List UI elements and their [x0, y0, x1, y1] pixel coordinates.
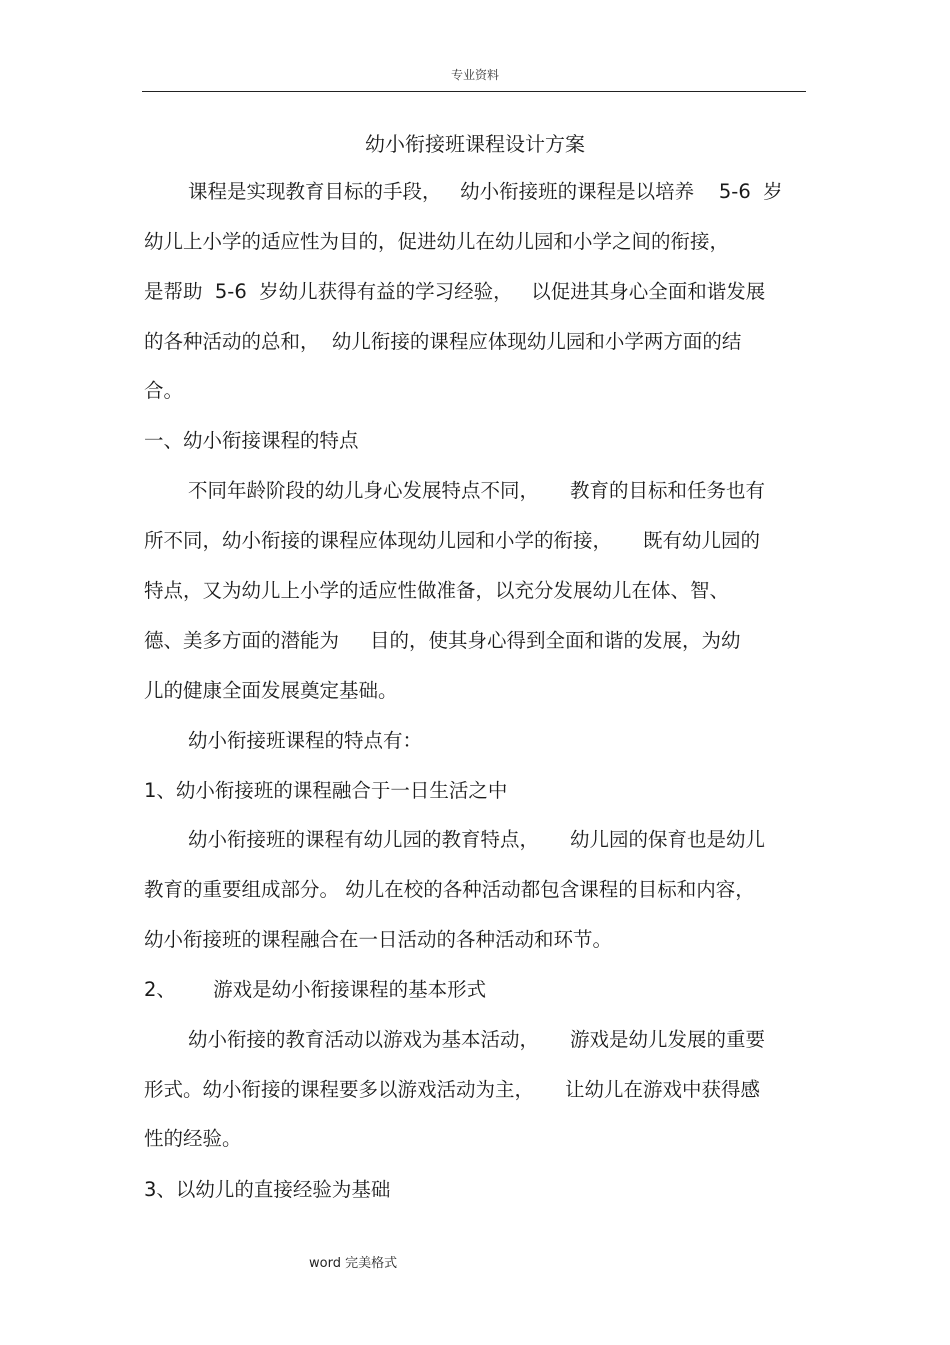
page-footer-label: word 完美格式	[309, 1256, 398, 1271]
paragraph-line: 性的经验。	[144, 1127, 242, 1150]
paragraph-line: 所不同，幼小衔接的课程应体现幼儿园和小学的衔接， 既有幼儿园的	[144, 529, 760, 552]
paragraph-line: 教育的重要组成部分。 幼儿在校的各种活动都包含课程的目标和内容，	[144, 878, 755, 901]
paragraph-line: 幼儿上小学的适应性为目的，促进幼儿在幼儿园和小学之间的衔接，	[144, 230, 730, 253]
paragraph-line: 幼小衔接班的课程融合在一日活动的各种活动和环节。	[144, 928, 613, 951]
subsection-heading: 3、以幼儿的直接经验为基础	[144, 1178, 391, 1201]
section-heading: 一、幼小衔接课程的特点	[144, 429, 359, 452]
paragraph-line: 形式。幼小衔接的课程要多以游戏活动为主， 让幼儿在游戏中获得感	[144, 1078, 760, 1101]
page-header-label: 专业资料	[450, 68, 499, 82]
document-title: 幼小衔接班课程设计方案	[365, 132, 585, 156]
paragraph-line: 幼小衔接班课程的特点有：	[188, 729, 423, 752]
subsection-heading: 2、 游戏是幼小衔接课程的基本形式	[144, 978, 487, 1001]
paragraph-line: 儿的健康全面发展奠定基础。	[144, 679, 398, 702]
paragraph-line: 特点，又为幼儿上小学的适应性做准备，以充分发展幼儿在体、智、	[144, 579, 730, 602]
paragraph-line: 的各种活动的总和， 幼儿衔接的课程应体现幼儿园和小学两方面的结	[144, 330, 742, 353]
header-divider	[142, 91, 806, 92]
paragraph-line: 幼小衔接的教育活动以游戏为基本活动， 游戏是幼儿发展的重要	[188, 1028, 765, 1051]
paragraph-line: 课程是实现教育目标的手段， 幼小衔接班的课程是以培养 5-6 岁	[188, 180, 783, 203]
paragraph-line: 德、美多方面的潜能为 目的，使其身心得到全面和谐的发展，为幼	[144, 629, 741, 652]
paragraph-line: 是帮助 5-6 岁幼儿获得有益的学习经验， 以促进其身心全面和谐发展	[144, 280, 766, 303]
paragraph-line: 不同年龄阶段的幼儿身心发展特点不同， 教育的目标和任务也有	[188, 479, 765, 502]
paragraph-line: 幼小衔接班的课程有幼儿园的教育特点， 幼儿园的保育也是幼儿	[188, 828, 765, 851]
subsection-heading: 1、幼小衔接班的课程融合于一日生活之中	[144, 779, 508, 802]
paragraph-line: 合。	[144, 379, 184, 402]
